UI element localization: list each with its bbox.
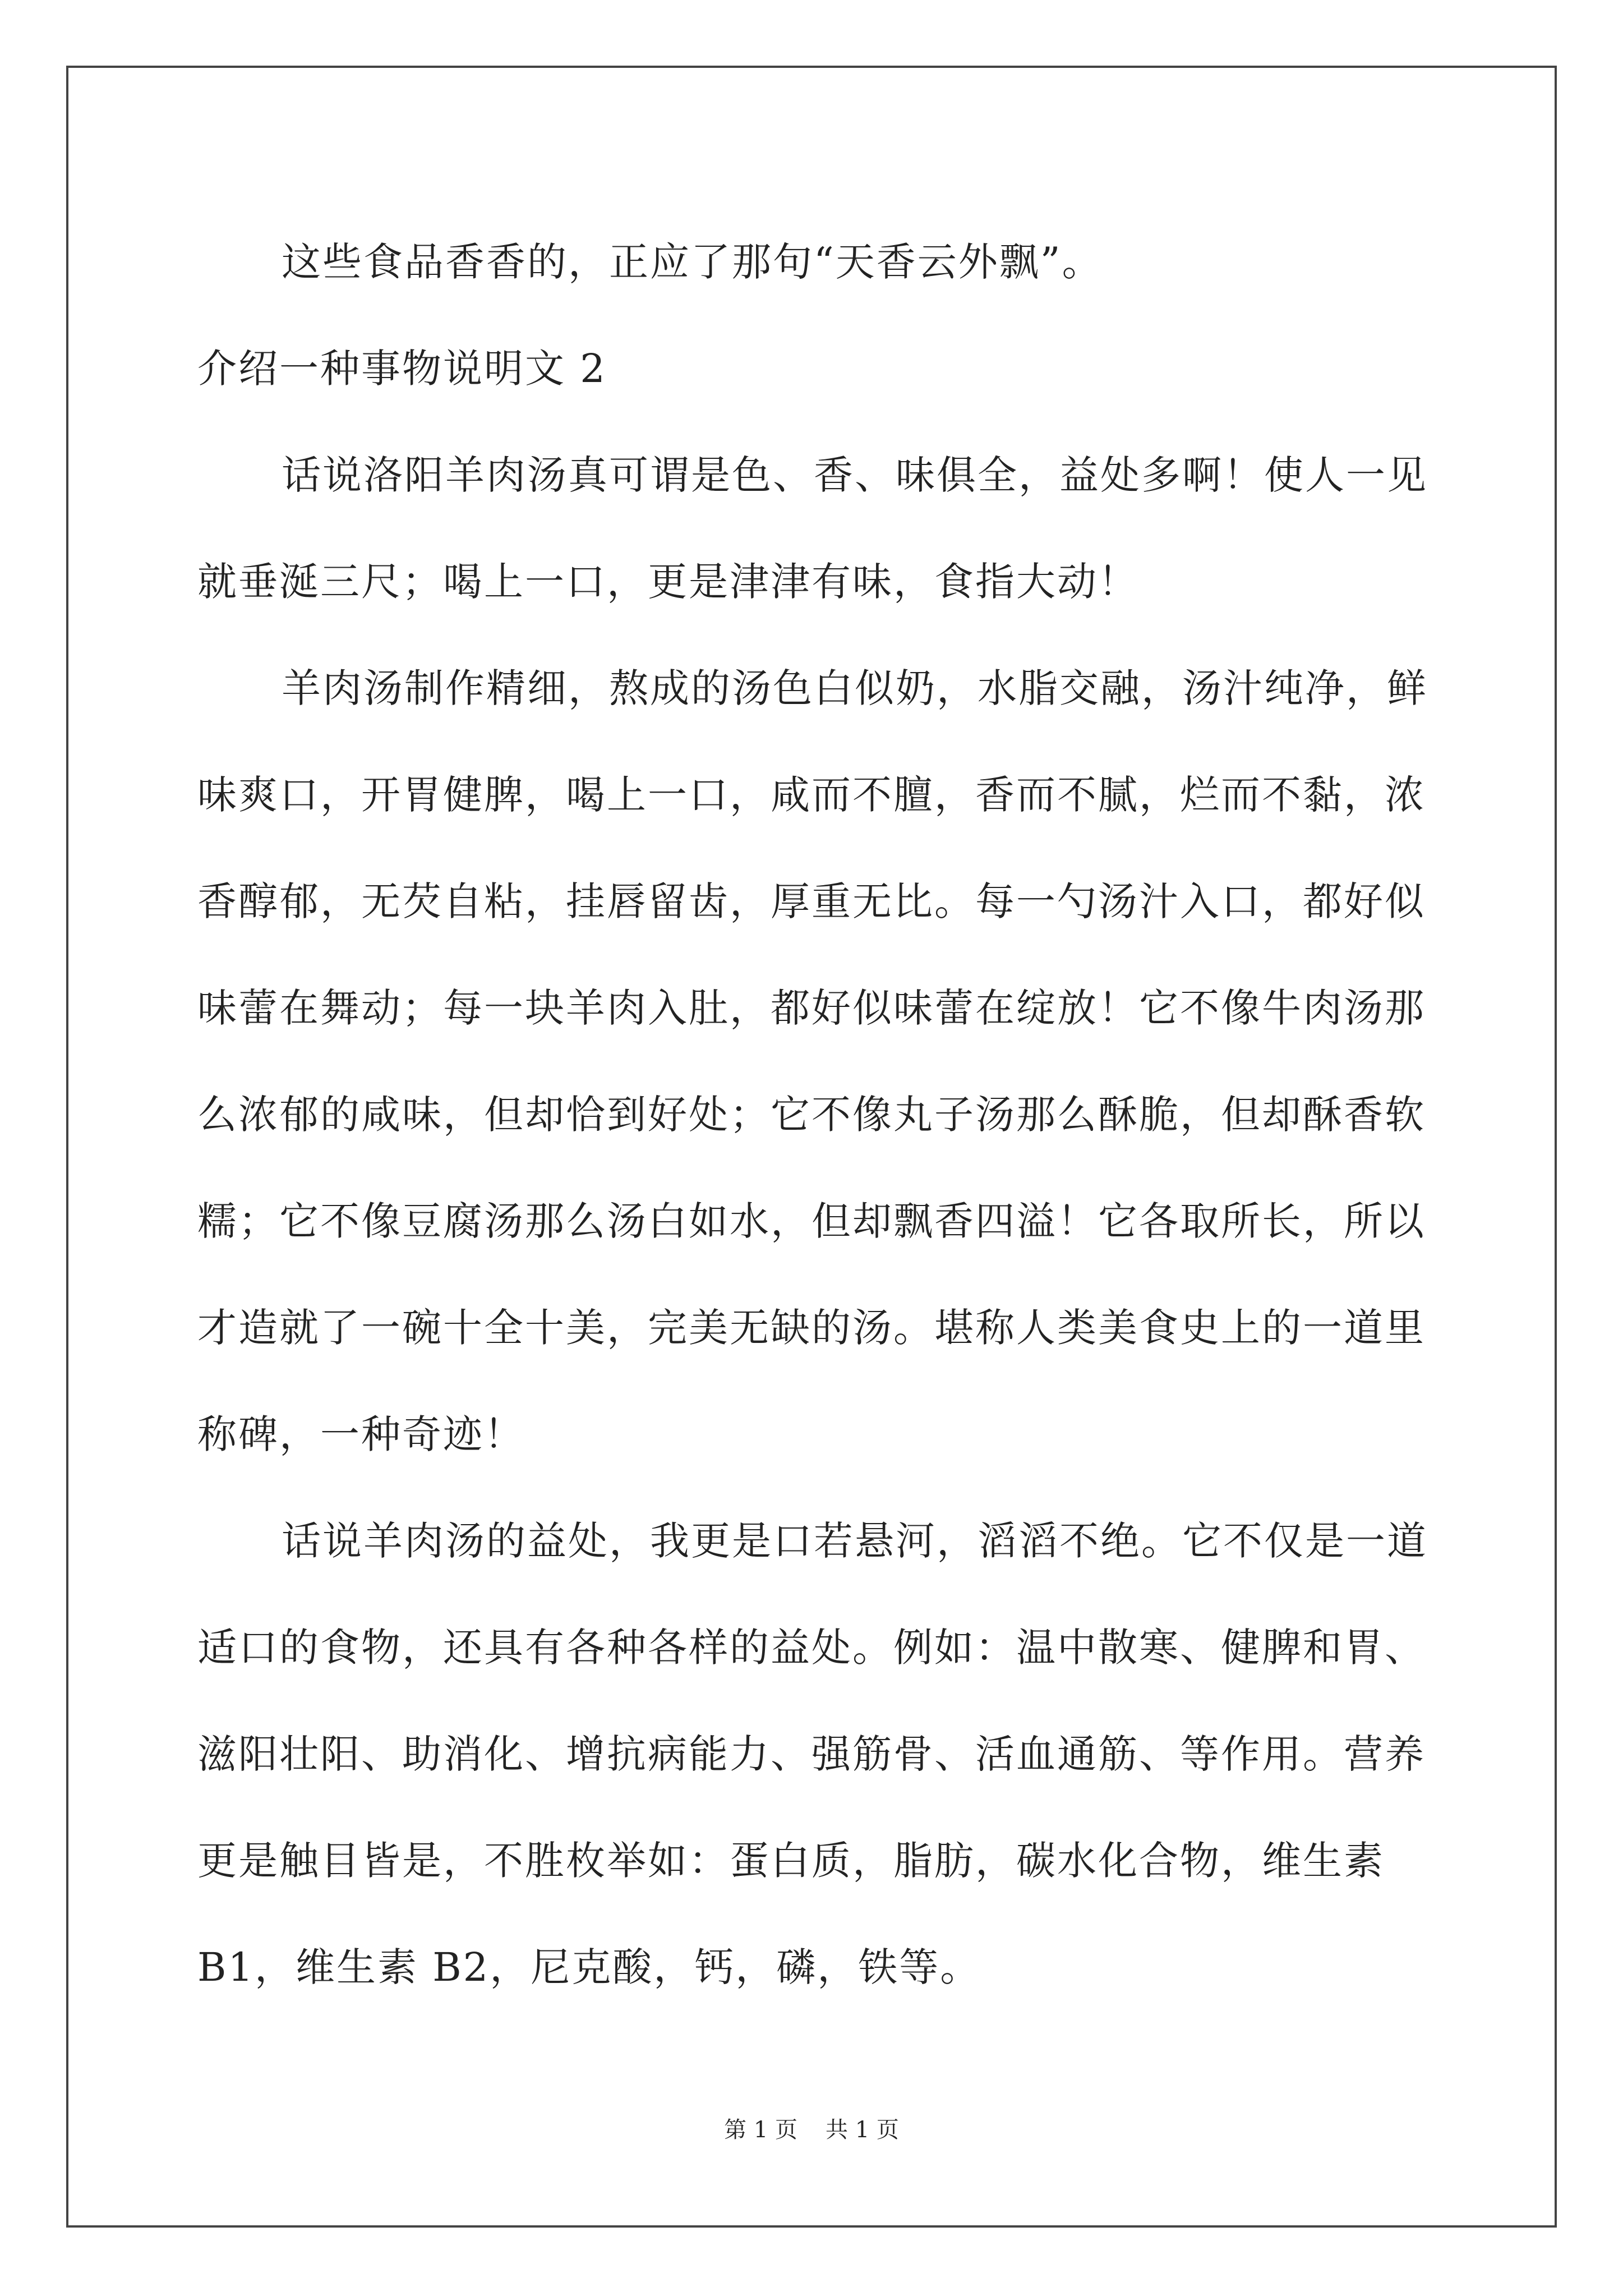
paragraph-line: 羊肉汤制作精细，熬成的汤色白似奶，水脂交融，汤汁纯净，鲜 <box>282 665 1428 711</box>
paragraph-line: B1，维生素 B2，尼克酸，钙，磷，铁等。 <box>197 1944 981 1990</box>
document-body <box>197 209 1431 2021</box>
paragraph-line: 味蕾在舞动；每一块羊肉入肚，都好似味蕾在绽放！它不像牛肉汤那 <box>197 985 1426 1031</box>
paragraph-line: 香醇郁，无芡自粘，挂唇留齿，厚重无比。每一勺汤汁入口，都好似 <box>197 878 1426 924</box>
page-number: 第 1 页 <box>724 2117 797 2143</box>
paragraph-line: 糯；它不像豆腐汤那么汤白如水，但却飘香四溢！它各取所长，所以 <box>197 1198 1426 1244</box>
section-heading: 介绍一种事物说明文 2 <box>197 346 607 392</box>
paragraph-line: 话说羊肉汤的益处，我更是口若悬河，滔滔不绝。它不仅是一道 <box>282 1518 1428 1564</box>
paragraph-line: 么浓郁的咸味，但却恰到好处；它不像丸子汤那么酥脆，但却酥香软 <box>197 1092 1426 1138</box>
paragraph-line: 才造就了一碗十全十美，完美无缺的汤。堪称人类美食史上的一道里 <box>197 1305 1426 1351</box>
paragraph-line: 滋阳壮阳、助消化、增抗病能力、强筋骨、活血通筋、等作用。营养 <box>197 1731 1426 1777</box>
paragraph-line: 味爽口，开胃健脾，喝上一口，咸而不膻，香而不腻，烂而不黏，浓 <box>197 772 1426 818</box>
paragraph-line: 话说洛阳羊肉汤真可谓是色、香、味俱全，益处多啊！使人一见 <box>282 452 1428 498</box>
page-total: 共 1 页 <box>826 2117 899 2143</box>
paragraph-line: 更是触目皆是，不胜枚举如：蛋白质，脂肪，碳水化合物，维生素 <box>197 1838 1385 1884</box>
paragraph-line: 适口的食物，还具有各种各样的益处。例如：温中散寒、健脾和胃、 <box>197 1625 1426 1671</box>
paragraph-line: 这些食品香香的，正应了那句“天香云外飘”。 <box>282 239 1103 285</box>
paragraph-line: 就垂涎三尺；喝上一口，更是津津有味，食指大动！ <box>197 559 1139 605</box>
page-footer <box>0 2112 1623 2144</box>
paragraph-line: 称碑，一种奇迹！ <box>197 1411 525 1457</box>
